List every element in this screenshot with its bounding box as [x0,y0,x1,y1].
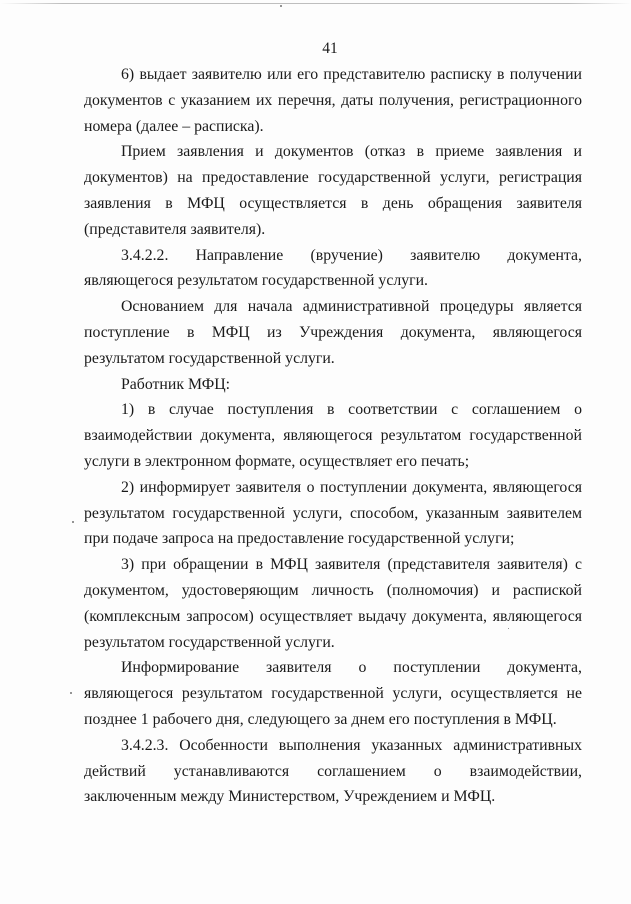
paragraph-section-3-4-2-2: 3.4.2.2. Направление (вручение) заявителю документа, являющегося результатом государственной услуги. [84,246,582,290]
paragraph-item-6: 6) выдает заявителю или его представителю расписку в получении документов с указанием их перечня, даты получения, регистрационного номера (далее – расписка). [84,66,582,135]
scan-speck [70,692,72,694]
page-number: 41 [322,40,338,57]
paragraph-mfc-worker: Работник МФЦ: [121,375,231,393]
paragraph-basis: Основанием для начала административной процедуры является поступление в МФЦ из Учреждения документа, являющегося результатом государственной услуги. [84,298,582,367]
paragraph-reception: Прием заявления и документов (отказ в приеме заявления и документов) на предоставление государственной услуги, регистрация заявления в МФЦ осуществляется в день обращения заявителя (представителя заявителя). [84,143,582,238]
scan-speck [280,5,282,7]
paragraph-item-1: 1) в случае поступления в соответствии с соглашением о взаимодействии документа, являющегося результатом государственной услуги в электронном формате, осуществляет его печать; [84,401,582,470]
paragraph-section-3-4-2-3: 3.4.2.3. Особенности выполнения указанных административных действий устанавливаются соглашением о взаимодействии, заключенным между Министерством, Учреждением и МФЦ. [84,736,582,806]
paragraph-informing: Информирование заявителя о поступлении документа, являющегося результатом государственной услуги, осуществляется не позднее 1 рабочего дня, следующего за днем его поступления в МФЦ. [84,659,582,728]
paragraph-item-3: 3) при обращении в МФЦ заявителя (представителя заявителя) с документом, удостоверяющим личность (полномочия) и распиской (комплексным запросом) осуществляет выдачу документа, являющегося результатом государственной услуги. [84,556,582,651]
document-body [84,62,582,810]
scan-edge-line [0,3,631,4]
paragraph-item-2: 2) информирует заявителя о поступлении документа, являющегося результатом государственной услуги, способом, указанным заявителем при подаче запроса на предоставление государственной услуги; [84,478,582,548]
scan-speck [72,521,74,523]
